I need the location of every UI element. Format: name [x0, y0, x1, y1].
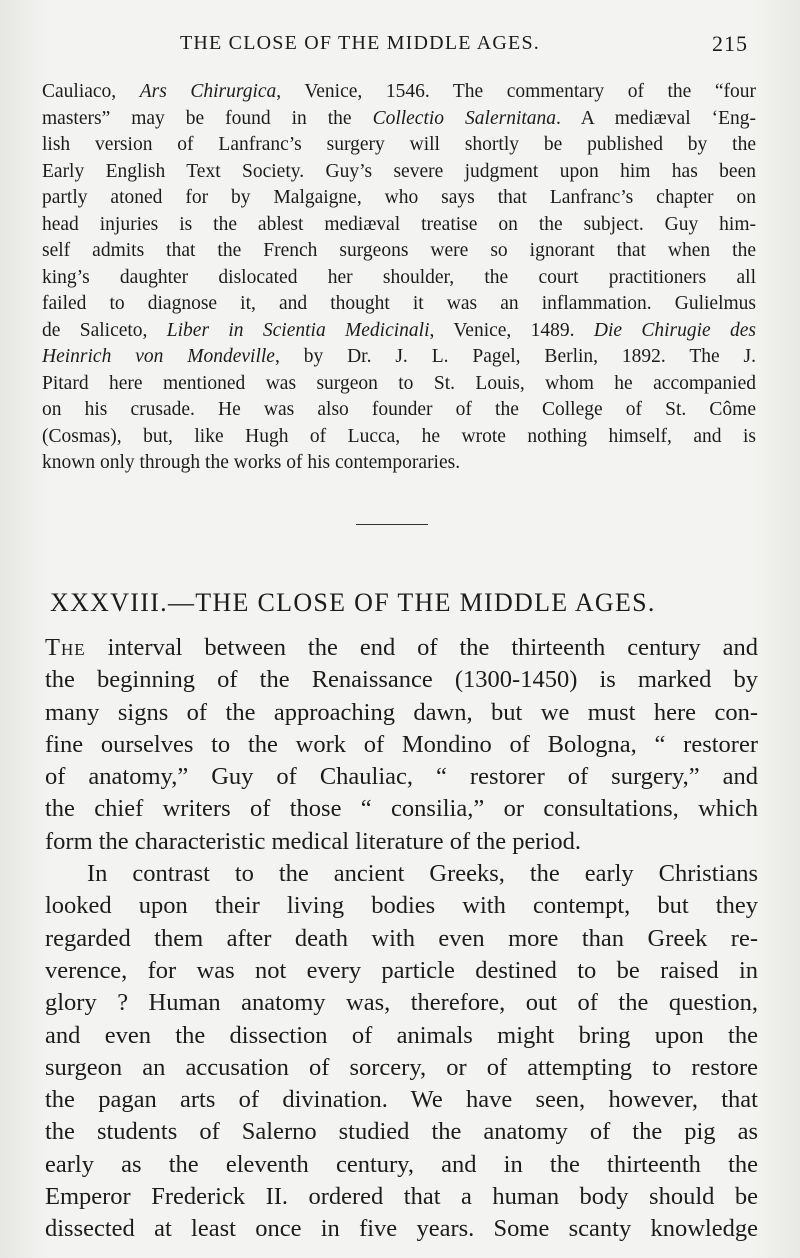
text-run: , Venice, 1489.	[429, 319, 594, 341]
body-text	[45, 632, 758, 1246]
text-line	[42, 450, 756, 477]
text-line	[45, 793, 758, 825]
text-line	[45, 1020, 758, 1052]
page-number: 215	[712, 31, 748, 56]
text-line	[42, 265, 756, 292]
text-run: the students of Salerno studied the anatomy of the pig as	[45, 1118, 758, 1146]
text-line	[45, 923, 758, 955]
text-line	[42, 344, 756, 371]
text-run: fine ourselves to the work of Mondino of Bologna, “ restorer	[45, 730, 758, 758]
text-line	[42, 371, 756, 398]
text-line	[42, 106, 756, 133]
text-line	[42, 291, 756, 318]
footnote-block	[42, 79, 756, 477]
text-line	[42, 238, 756, 265]
text-line	[45, 1181, 758, 1213]
text-line	[45, 697, 758, 729]
text-run: masters” may be found in the	[42, 107, 373, 129]
text-line	[45, 632, 758, 664]
text-line	[42, 424, 756, 451]
text-run: Early English Text Society. Guy’s severe judgment upon him has been	[42, 160, 756, 182]
text-run: and even the dissection of animals might bring upon the	[45, 1021, 758, 1049]
text-run: king’s daughter dislocated her shoulder, the court practitioners all	[42, 266, 756, 288]
running-title: THE CLOSE OF THE MIDDLE AGES.	[180, 32, 540, 54]
text-run: the beginning of the Renaissance (1300-1450) is marked by	[45, 666, 758, 694]
text-line	[45, 729, 758, 761]
text-run: (Cosmas), but, like Hugh of Lucca, he wrote nothing himself, and is	[42, 425, 756, 447]
text-line	[45, 1213, 758, 1245]
chapter-heading: XXXVIII.—THE CLOSE OF THE MIDDLE AGES.	[50, 588, 656, 617]
paragraph	[45, 858, 758, 1246]
running-head	[0, 30, 800, 60]
text-run: head injuries is the ablest mediæval treatise on the subject. Guy him-	[42, 213, 756, 235]
text-line	[45, 1149, 758, 1181]
text-line	[45, 955, 758, 987]
text-run: lish version of Lanfranc’s surgery will shortly be published by the	[42, 134, 756, 155]
text-line	[42, 185, 756, 212]
text-line	[42, 159, 756, 186]
text-run: partly atoned for by Malgaigne, who says that Lanfranc’s chapter on	[42, 187, 756, 208]
text-line	[45, 1116, 758, 1148]
text-run: known only through the works of his contemporaries.	[42, 452, 461, 473]
text-run: surgeon an accusation of sorcery, or of attempting to restore	[45, 1053, 758, 1081]
text-run: Cauliaco,	[42, 81, 140, 102]
text-run: interval between the end of the thirteenth century and	[85, 634, 758, 661]
text-run: regarded them after death with even more than Greek re-	[45, 924, 758, 952]
text-run: failed to diagnose it, and thought it was an inflammation. Gulielmus	[42, 293, 756, 314]
text-run: , Venice, 1546. The commentary of the “four	[276, 81, 756, 102]
text-run: Heinrich von Mondeville	[42, 346, 275, 367]
text-run: glory ? Human anatomy was, therefore, out of the question,	[45, 989, 758, 1017]
text-run: Liber in Scientia Medicinali	[166, 319, 430, 341]
text-run: Ars Chirurgica	[139, 81, 277, 102]
text-run: self admits that the French surgeons were so ignorant that when the	[42, 240, 756, 261]
text-run: de Saliceto,	[42, 319, 167, 341]
text-line	[42, 318, 756, 345]
text-line	[45, 826, 758, 858]
text-run: early as the eleventh century, and in the thirteenth the	[45, 1150, 758, 1178]
text-run: Die Chirugie des	[593, 319, 757, 341]
text-line	[45, 1052, 758, 1084]
text-run: In contrast to the ancient Greeks, the early Christians	[87, 860, 758, 888]
text-run: . A mediæval ‘Eng-	[556, 107, 756, 129]
text-line	[45, 1084, 758, 1116]
text-line	[42, 79, 756, 106]
text-run: of anatomy,” Guy of Chauliac, “ restorer of surgery,” and	[45, 763, 758, 791]
text-run: the chief writers of those “ consilia,” or consultations, which	[45, 795, 758, 823]
text-line	[42, 212, 756, 239]
text-line	[42, 397, 756, 424]
text-line	[45, 987, 758, 1019]
text-run: Emperor Frederick II. ordered that a human body should be	[45, 1183, 758, 1211]
text-run: on his crusade. He was also founder of the College of St. Côme	[42, 399, 756, 420]
text-run: , by Dr. J. L. Pagel, Berlin, 1892. The J.	[274, 346, 756, 367]
text-line	[45, 858, 758, 890]
text-run: form the characteristic medical literature of the period.	[45, 827, 582, 855]
text-run: Pitard here mentioned was surgeon to St. Louis, whom he accompanied	[42, 372, 756, 394]
text-line	[45, 761, 758, 793]
text-run: looked upon their living bodies with contempt, but they	[45, 892, 758, 920]
text-line	[45, 664, 758, 696]
section-divider-rule	[356, 524, 428, 525]
paragraph	[45, 632, 758, 858]
text-run: The	[45, 634, 86, 661]
text-run: verence, for was not every particle destined to be raised in	[45, 956, 758, 984]
text-line	[45, 890, 758, 922]
text-run: Collectio Salernitana	[372, 107, 557, 129]
text-run: dissected at least once in five years. Some scanty knowledge	[45, 1215, 758, 1243]
text-run: many signs of the approaching dawn, but we must here con-	[45, 698, 758, 726]
text-line	[42, 132, 756, 159]
text-run: the pagan arts of divination. We have seen, however, that	[45, 1086, 758, 1114]
